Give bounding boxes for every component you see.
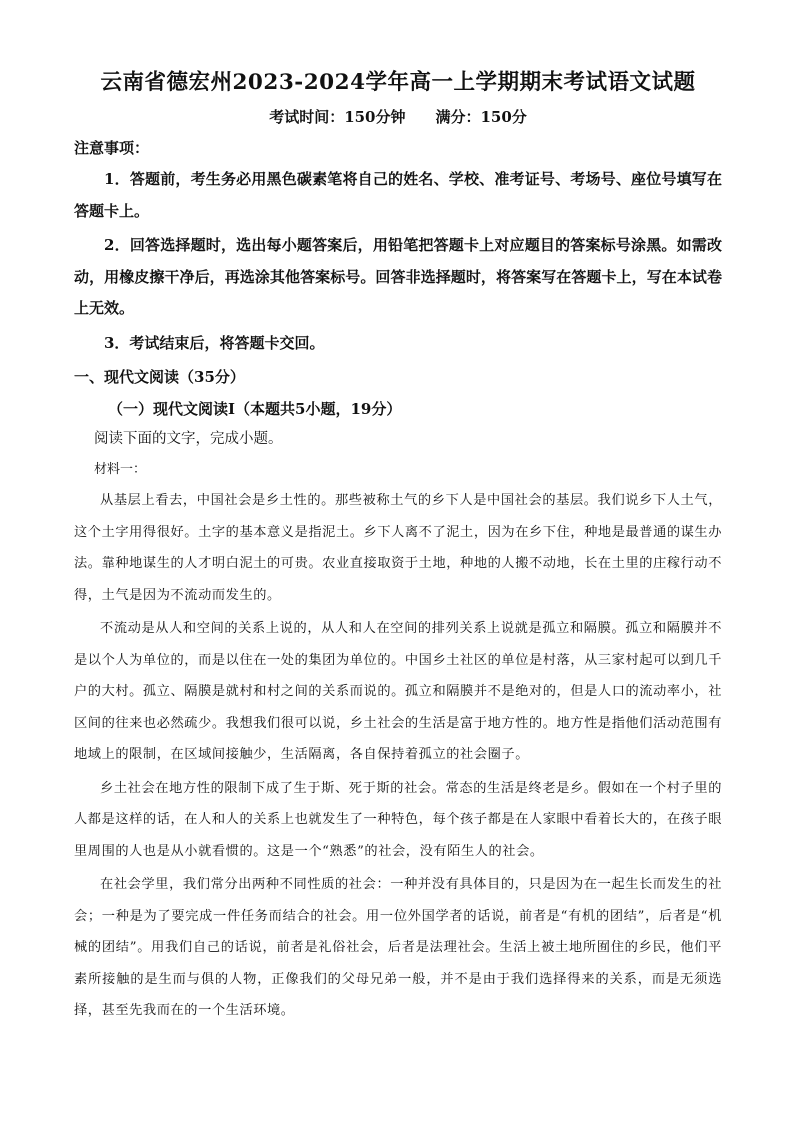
exam-title: 云南省德宏州2023-2024学年高一上学期期末考试语文试题 <box>100 70 696 95</box>
notice-item-1: 1．答题前，考生务必用黑色碳素笔将自己的姓名、学校、准考证号、考场号、座位号填写在答题卡上。 <box>74 170 722 220</box>
material-paragraph-3: 乡土社会在地方性的限制下成了生于斯、死于斯的社会。常态的生活是终老是乡。假如在一个村子里的人都是这样的话，在人和人的关系上也就发生了一种特色，每个孩子都是在人家眼中看着长大的，在孩子眼里周围的人也是从小就看惯的。这是一个“熟悉”的社会，没有陌生人的社会。 <box>74 780 723 859</box>
reading-instruction: 阅读下面的文字，完成小题。 <box>94 431 283 447</box>
material-paragraph-1: 从基层上看去，中国社会是乡土性的。那些被称土气的乡下人是中国社会的基层。我们说乡下人土气，这个土字用得很好。土字的基本意义是指泥土。乡下人离不了泥土，因为在乡下住，种地是最普通的谋生办法。靠种地谋生的人才明白泥土的可贵。农业直接取资于土地，种地的人搬不动地，长在土里的庄稼行动不得，土气是因为不流动而发生的。 <box>74 493 723 603</box>
material-paragraph-2: 不流动是从人和空间的关系上说的，从人和人在空间的排列关系上说就是孤立和隔膜。孤立和隔膜并不是以个人为单位的，而是以住在一处的集团为单位的。中国乡土社区的单位是村落，从三家村起可以到几千户的大村。孤立、隔膜是就村和村之间的关系而说的。孤立和隔膜并不是绝对的，但是人口的流动率小，社区间的往来也必然疏少。我想我们很可以说，乡土社会的生活是富于地方性的。地方性是指他们活动范围有地域上的限制，在区域间接触少，生活隔离，各自保持着孤立的社会圈子。 <box>74 621 723 762</box>
material-paragraph-4: 在社会学里，我们常分出两种不同性质的社会：一种并没有具体目的，只是因为在一起生长而发生的社会；一种是为了要完成一件任务而结合的社会。用一位外国学者的话说，前者是“有机的团结”，后者是“机械的团结”。用我们自己的话说，前者是礼俗社会，后者是法理社会。生活上被土地所囿住的乡民，他们平素所接触的是生而与俱的人物，正像我们的父母兄弟一般，并不是由于我们选择得来的关系，而是无须选择，甚至先我而在的一个生活环境。 <box>74 877 722 1018</box>
notice-item-2: 2．回答选择题时，选出每小题答案后，用铅笔把答题卡上对应题目的答案标号涂黑。如需改动，用橡皮擦干净后，再选涂其他答案标号。回答非选择题时，将答案写在答题卡上，写在本试卷上无效。 <box>74 236 722 317</box>
exam-meta <box>74 104 722 130</box>
section-heading: 一、现代文阅读（35分） <box>74 368 245 386</box>
material-label: 材料一： <box>94 462 147 477</box>
notice-heading: 注意事项： <box>74 139 150 157</box>
exam-time: 考试时间：150分钟 <box>269 108 406 126</box>
subsection-heading: （一）现代文阅读Ⅰ（本题共5小题，19分） <box>108 400 402 418</box>
notice-item-3: 3．考试结束后，将答题卡交回。 <box>104 333 325 352</box>
exam-score: 满分：150分 <box>435 108 527 126</box>
